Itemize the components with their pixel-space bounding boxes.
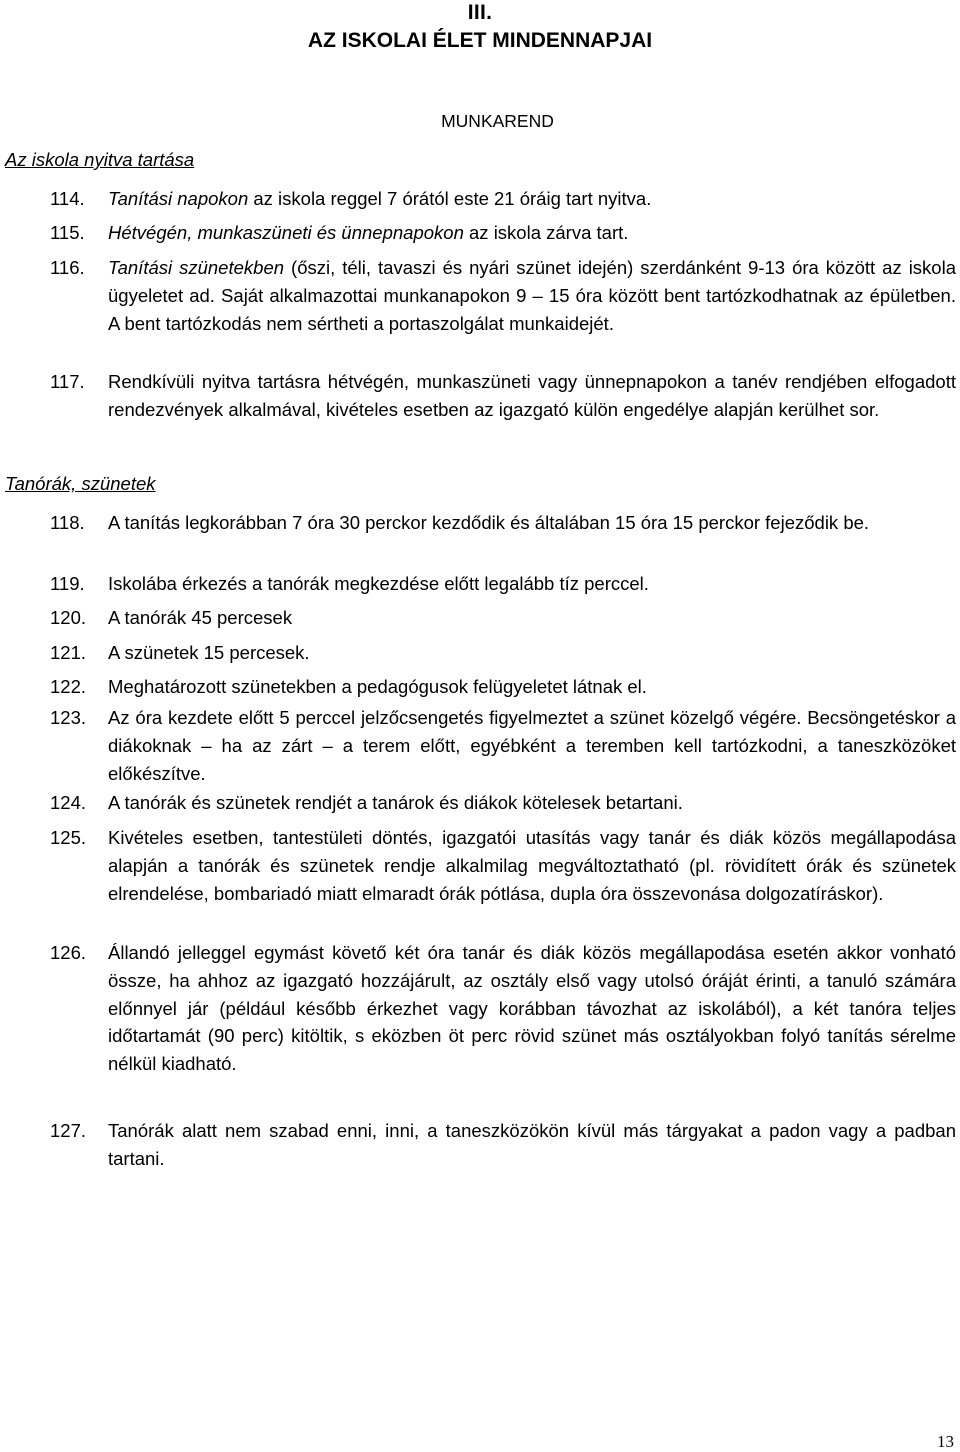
rule-item-127 — [0, 1117, 958, 1173]
rule-number: 125. — [50, 827, 87, 848]
page-number: 13 — [937, 1432, 954, 1451]
rule-text: Iskolába érkezés a tanórák megkezdése előtt legalább tíz perccel. — [108, 573, 649, 594]
rule-number: 124. — [50, 792, 87, 813]
rule-text-emphasis: Hétvégén, munkaszüneti és ünnepnapokon — [108, 222, 464, 243]
rule-number: 122. — [50, 676, 87, 697]
rule-item-125 — [0, 824, 958, 907]
rule-text: Rendkívüli nyitva tartásra hétvégén, munkaszüneti vagy ünnepnapokon a tanév rendjében elfogadott rendezvények alkalmával, kivételes esetben az igazgató külön engedélye alapján kerülhet sor. — [108, 371, 956, 420]
rule-text — [108, 219, 956, 247]
chapter-number: III. — [467, 1, 493, 24]
rule-number: 123. — [50, 707, 87, 728]
chapter-title: AZ ISKOLAI ÉLET MINDENNAPJAI — [307, 29, 653, 52]
rule-item-124 — [0, 789, 958, 817]
rule-text: Meghatározott szünetekben a pedagógusok felügyeletet látnak el. — [108, 676, 647, 697]
rule-text-rest: (őszi, téli, tavaszi és nyári szünet idején) szerdánként 9-13 óra között az iskola ügyeletet ad. Saját alkalmazottai munkanapokon 9 – 15 óra között bent tartózkodhatnak az épületben. A bent tartózkodás nem sértheti a portaszolgálat munkaidejét. — [108, 257, 956, 334]
rule-item-114 — [0, 185, 958, 213]
rule-number: 115. — [50, 222, 85, 243]
rule-text: A szünetek 15 percesek. — [108, 642, 310, 663]
rule-text: Az óra kezdete előtt 5 perccel jelzőcsengetés figyelmeztet a szünet közelgő végére. Becsöngetéskor a diákoknak – ha az zárt – a terem előtt, egyébként a teremben kell tartózkodni, a taneszközöket előkészítve. — [108, 707, 956, 784]
rule-item-119 — [0, 570, 958, 598]
rule-text — [108, 185, 956, 213]
rule-number: 127. — [50, 1120, 87, 1141]
rule-number: 120. — [50, 607, 87, 628]
section-title: MUNKAREND — [441, 111, 554, 131]
rule-text: A tanórák és szünetek rendjét a tanárok és diákok kötelesek betartani. — [108, 792, 683, 813]
rule-text-rest: az iskola reggel 7 órától este 21 óráig tart nyitva. — [248, 188, 652, 209]
rule-number: 121. — [50, 642, 87, 663]
subheading-open-hours: Az iskola nyitva tartása — [5, 149, 195, 170]
rule-number: 114. — [50, 188, 85, 209]
rule-item-126 — [0, 939, 958, 1078]
rule-text-emphasis: Tanítási szünetekben — [108, 257, 285, 278]
rule-item-120 — [0, 604, 958, 632]
rule-text: Tanórák alatt nem szabad enni, inni, a taneszközökön kívül más tárgyakat a padon vagy a padban tartani. — [108, 1120, 956, 1169]
rule-text-emphasis: Tanítási napokon — [108, 188, 249, 209]
rule-number: 119. — [50, 573, 85, 594]
subheading-lessons: Tanórák, szünetek — [5, 473, 156, 494]
rule-text: Állandó jelleggel egymást követő két óra tanár és diák közös megállapodása esetén akkor vonható össze, ha ahhoz az igazgató hozzájárult, az osztály első vagy utolsó óráját érinti, a tanuló számára előnnyel jár (például később érkezhet vagy korábban távozhat az iskolából), a két tanóra teljes időtartamát (90 perc) kitöltik, s eközben öt perc rövid szünet más osztályokban folyó tanítás sérelme nélkül kiadható. — [108, 942, 956, 1075]
rule-item-117 — [0, 368, 958, 424]
rule-number: 116. — [50, 257, 85, 278]
rule-text: A tanítás legkorábban 7 óra 30 perckor kezdődik és általában 15 óra 15 perckor fejeződik be. — [108, 512, 870, 533]
rule-item-121 — [0, 639, 958, 667]
rule-text-rest: az iskola zárva tart. — [463, 222, 629, 243]
rule-item-118 — [0, 509, 958, 537]
rule-number: 117. — [50, 371, 85, 392]
rule-text: Kivételes esetben, tantestületi döntés, igazgatói utasítás vagy tanár és diák közös megállapodása alapján a tanórák és szünetek rendje alkalmilag megváltoztatható (pl. rövidített órák és szünetek elrendelése, bombariadó miatt elmaradt órák pótlása, dupla óra összevonása dolgozatíráskor). — [108, 827, 956, 904]
rule-item-115 — [0, 219, 958, 247]
rule-item-122 — [0, 673, 958, 701]
rule-item-123 — [0, 704, 958, 787]
rule-text: A tanórák 45 percesek — [108, 607, 293, 628]
rule-number: 126. — [50, 942, 87, 963]
rule-item-116 — [0, 254, 958, 337]
rule-number: 118. — [50, 512, 85, 533]
rule-text — [108, 254, 956, 337]
